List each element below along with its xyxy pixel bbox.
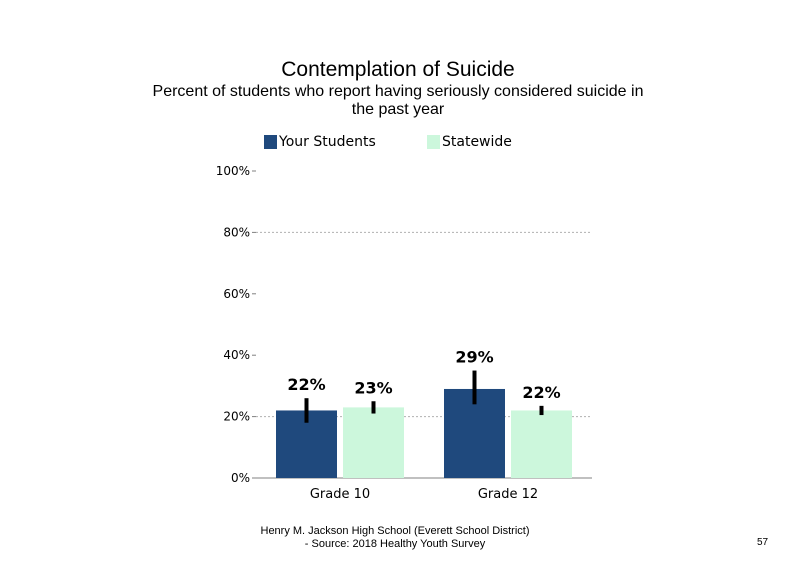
data-label: 22%: [522, 382, 561, 402]
legend-label-your-students: Your Students: [279, 134, 376, 150]
footer-school: Henry M. Jackson High School (Everett School District): [260, 525, 530, 537]
y-tick-label: 20%: [223, 409, 250, 424]
footer-source: - Source: 2018 Healthy Youth Survey: [304, 538, 486, 550]
chart-title: Contemplation of Suicide: [281, 58, 515, 81]
footer: [230, 525, 560, 551]
legend-label-statewide: Statewide: [442, 134, 512, 150]
category-label: Grade 10: [309, 487, 371, 502]
bar: [511, 410, 572, 478]
y-tick-label: 60%: [223, 286, 250, 301]
data-label: 29%: [455, 347, 494, 367]
y-tick-label: 100%: [215, 164, 250, 178]
y-tick-label: 80%: [223, 225, 250, 240]
y-tick-label: 40%: [223, 348, 250, 363]
chart-subtitle: Percent of students who report having seriously considered suicide in the past year: [152, 83, 644, 118]
category-label: Grade 12: [477, 487, 539, 502]
page-number: 57: [757, 537, 769, 548]
data-label: 22%: [287, 375, 326, 395]
data-label: 23%: [354, 378, 393, 398]
y-tick-label: 0%: [230, 471, 250, 485]
bar: [343, 407, 404, 478]
